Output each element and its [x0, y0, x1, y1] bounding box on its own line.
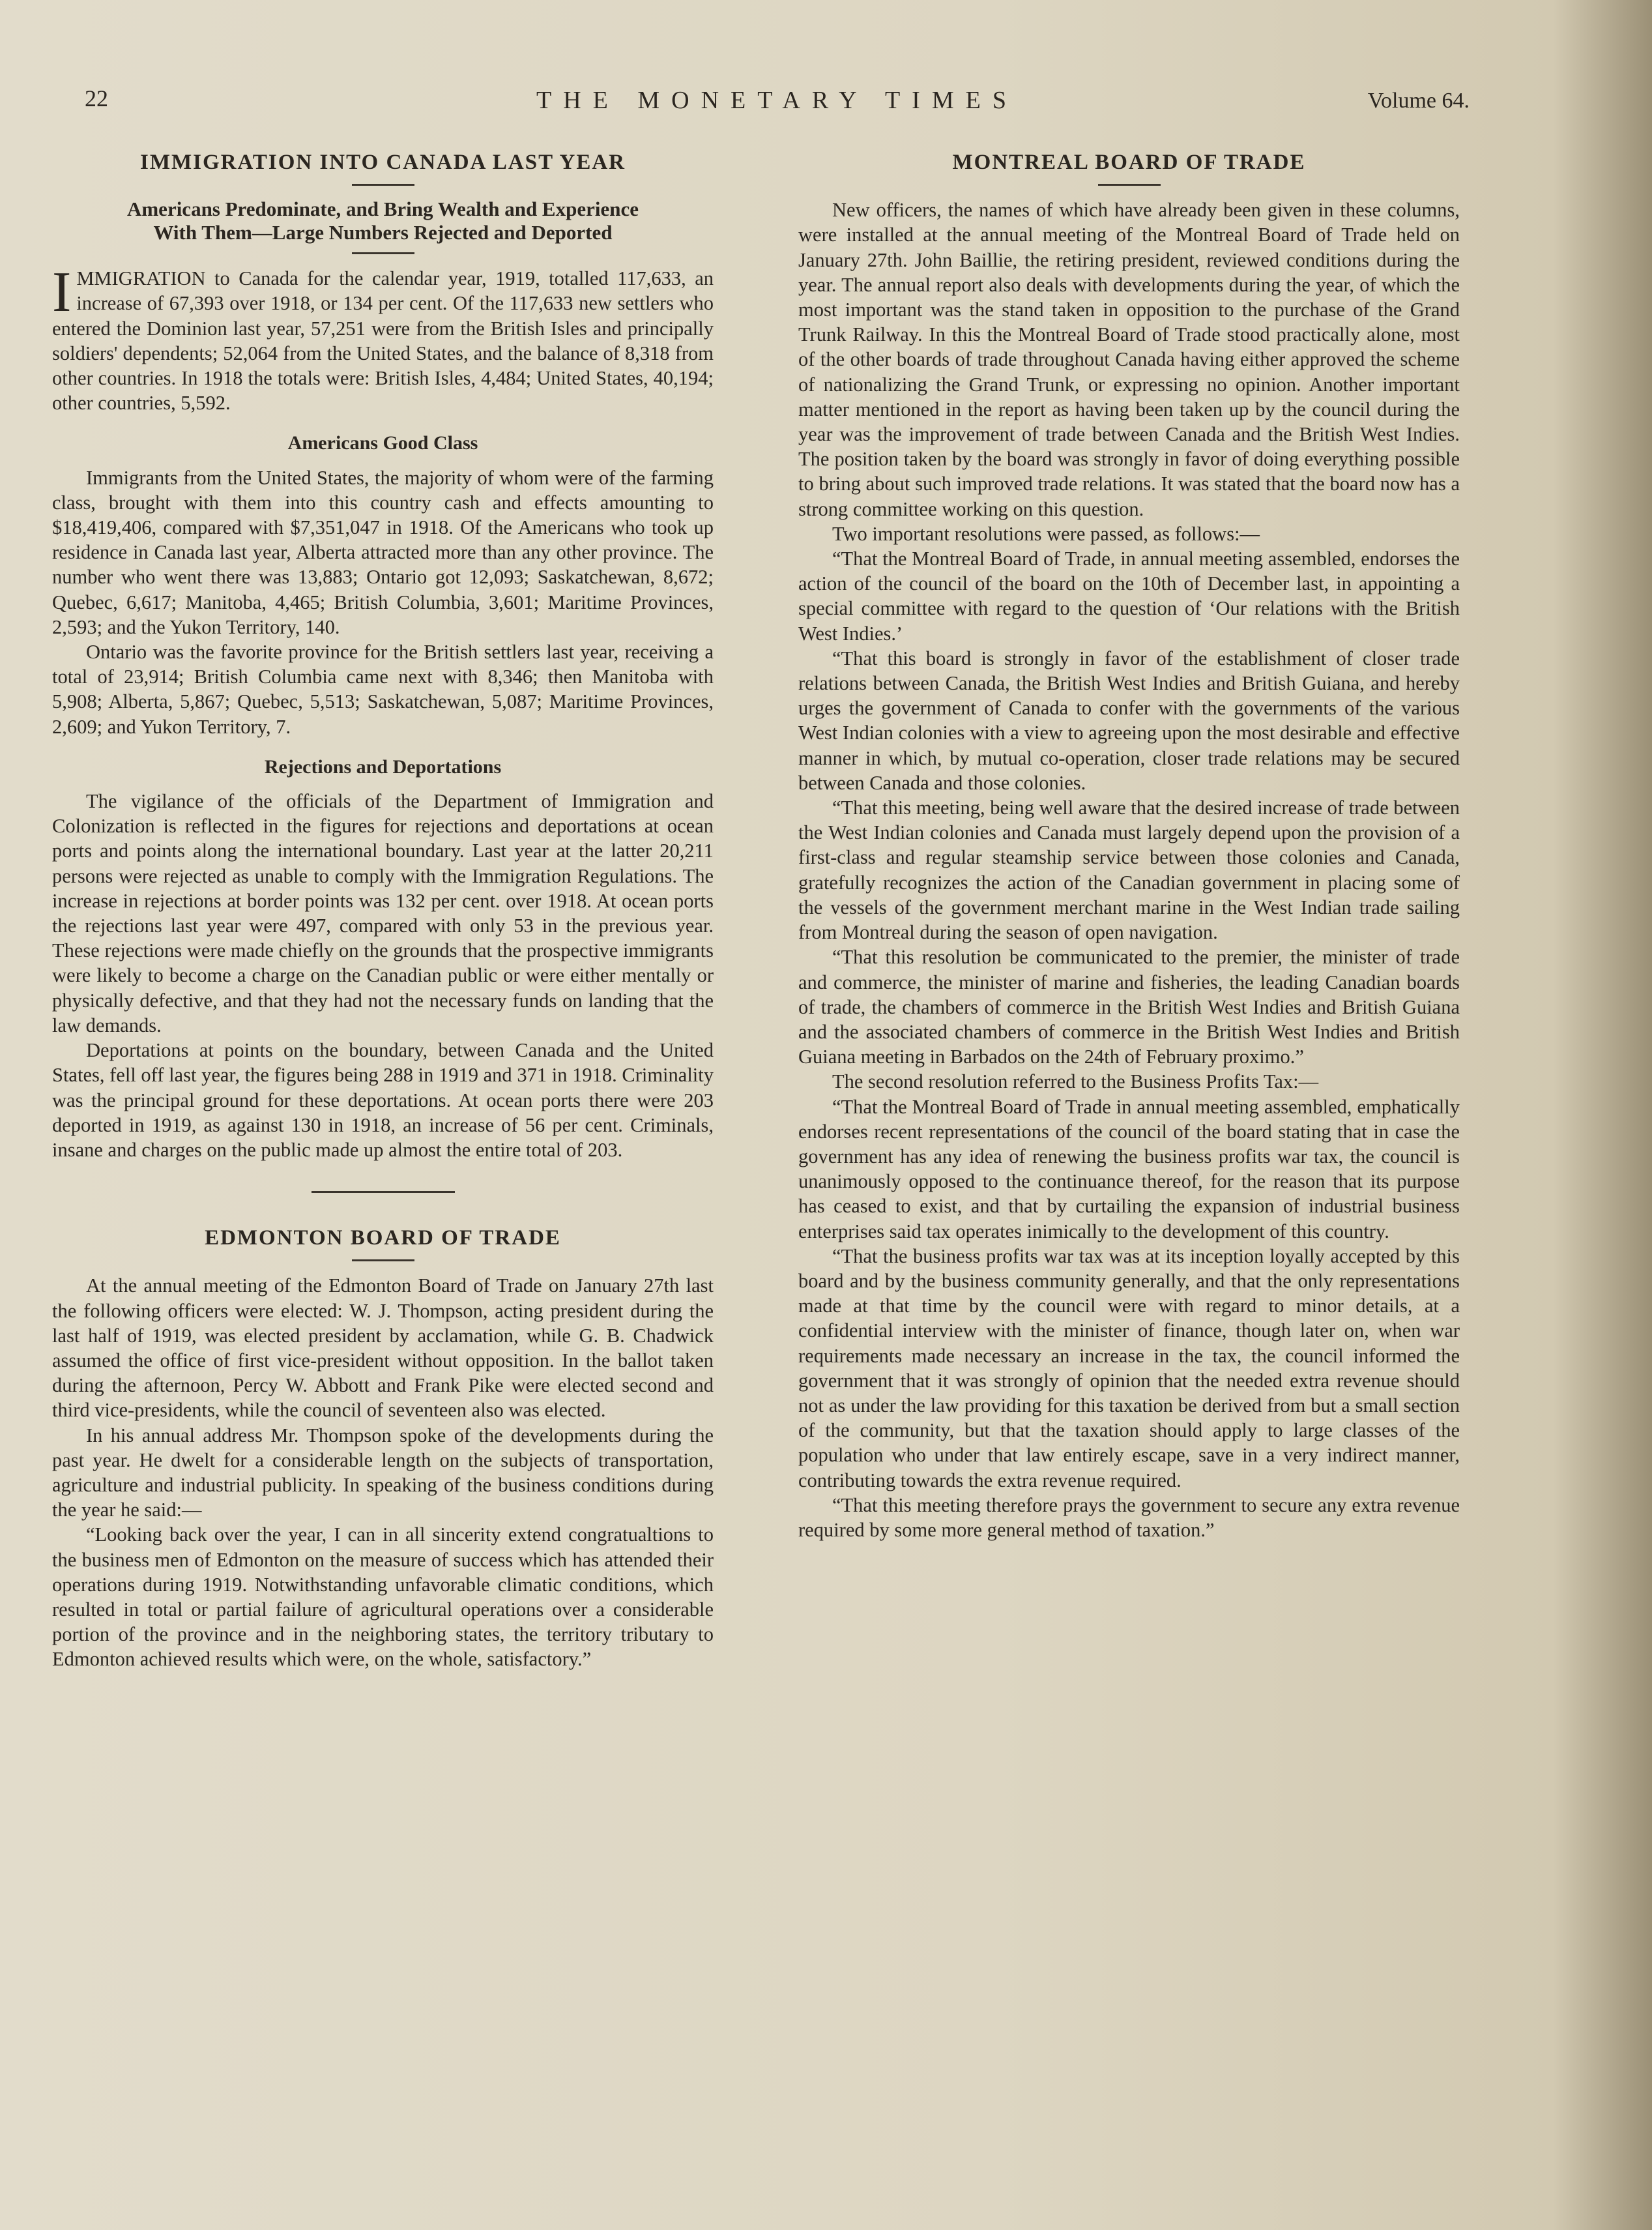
immigration-deck [52, 198, 714, 244]
subhead-rejections: Rejections and Deportations [264, 756, 502, 778]
edmonton-title: EDMONTON BOARD OF TRADE [205, 1226, 561, 1250]
paragraph: “That this board is strongly in favor of the establishment of closer trade relations between Canada, the British West Indies and British Guiana, and hereby urges the government of Canada to confer with the governments of the various West Indian colonies with a view to agreeing upon the most desirable and effective manner in which, by mutual co-operation, closer trade relations may be secured between Canada and those colonies. [798, 647, 1460, 794]
paragraph: “That this meeting therefore prays the government to secure any extra revenue required by some more general method of taxation.” [798, 1493, 1460, 1541]
montreal-article [798, 150, 1460, 1542]
drop-cap: I [52, 261, 72, 325]
title-rule [1098, 184, 1161, 186]
deck-line-1: Americans Predominate, and Bring Wealth and Experience [126, 198, 639, 221]
paragraph: Deportations at points on the boundary, between Canada and the United States, fell off last year, the figures being 288 in 1919 and 371 in 1918. Criminality was the principal ground for these deportations. At ocean ports there were 203 deported in 1919, as against 130 in 1918, an increase of 56 per cent. Criminals, insane and charges on the public made up almost the entire total of 203. [52, 1039, 714, 1161]
montreal-title: MONTREAL BOARD OF TRADE [952, 151, 1306, 174]
paragraph: “That this meeting, being well aware that the desired increase of trade between the West Indian colonies and Canada must largely depend upon the provision of a first-class and regular steamship service between those colonies and Canada, gratefully recognizes the action of the Canadian government in placing some of the vessels of the government merchant marine in the West Indian trade sailing from Montreal during the season of open navigation. [798, 797, 1460, 944]
volume-label: Volume 64. [1367, 89, 1470, 113]
paragraph: The vigilance of the officials of the Department of Immigration and Colonization is reflected in the figures for rejections and deportations at ocean ports and points along the international boundary. Last year at the latter 20,211 persons were rejected as unable to comply with the Immigration Regulations. The increase in rejections at border points was 132 per cent. over 1918. At ocean ports the rejections last year were 497, compared with only 53 in the previous year. These rejections were made chiefly on the grounds that the prospective immigrants were likely to become a charge on the Canadian public or were either mentally or physically defective, and that they had not the necessary funds on landing that the law demands. [52, 790, 714, 1036]
paragraph: New officers, the names of which have already been given in these columns, were installed at the annual meeting of the Montreal Board of Trade held on January 27th. John Baillie, the retiring president, reviewed conditions during the year. The annual report also deals with developments during the year, of which the most important was the stand taken in opposition to the purchase of the Grand Trunk Railway. In this the Montreal Board of Trade stood practically alone, most of the other boards of trade throughout Canada having either approved the scheme of nationalizing the Grand Trunk, or expressing no opinion. Another important matter mentioned in the report as having been taken up by the council during the year was the improvement of trade between Canada and the British West Indies. The position taken by the board was strongly in favor of doing everything possible to bring about such improved trade relations. It was stated that the board now has a strong committee working on this question. [798, 199, 1460, 520]
paragraph: “That this resolution be communicated to the premier, the minister of trade and commerce, the minister of marine and fisheries, the leading Canadian boards of trade, the chambers of commerce in the British West Indies and British Guiana and the associated chambers of commerce in the British West Indies and British Guiana meeting in Barbados on the 24th of February proximo.” [798, 946, 1460, 1068]
paragraph: “That the Montreal Board of Trade, in annual meeting assembled, endorses the action of the council of the board on the 10th of December last, in appointing a special committee with regard to the question of ‘Our relations with the British West Indies.’ [798, 548, 1460, 645]
paragraph: “That the Montreal Board of Trade in annual meeting assembled, emphatically endorses recent representations of the council of the board stating that in case the government has any idea of renewing the business profits war tax, the council is unanimously opposed to the continuance thereof, for the reason that its purpose has ceased to exist, and that by curtailing the expansion of industrial business enterprises said tax operates inimically to the development of this country. [798, 1095, 1460, 1242]
edmonton-article [52, 1225, 714, 1671]
paragraph: At the annual meeting of the Edmonton Board of Trade on January 27th last the following officers were elected: W. J. Thompson, acting president during the last half of 1919, was elected president by acclamation, while G. B. Chadwick assumed the office of first vice-president without opposition. In the ballot taken during the afternoon, Percy W. Abbott and Frank Pike were elected second and third vice-presidents, while the council of seventeen also was elected. [52, 1274, 714, 1422]
paragraph: “That the business profits war tax was at its inception loyally accepted by this board and by the business community generally, and that the only representations made at that time by the council were with regard to minor details, at a confidential interview with the minister of finance, though later on, when war requirements made necessary an increase in the tax, the council informed the government that it was strongly of opinion that the needed extra revenue should not as under the law providing for this taxation be derived from but a small section of the community, but that the taxation should apply to large classes of the population who under that law entirely escape, save in a very indirect manner, contributing towards the extra revenue required. [798, 1244, 1460, 1491]
immigration-intro [52, 261, 714, 415]
paragraph: Immigrants from the United States, the majority of whom were of the farming class, brought with them into this country cash and effects amounting to $18,419,406, compared with $7,351,047 in 1918. Of the Americans who took up residence in Canada last year, Alberta attracted more than any other province. The number who went there was 13,883; Ontario got 12,093; Saskatchewan, 8,672; Quebec, 6,617; Manitoba, 4,465; British Columbia, 3,601; Maritime Provinces, 2,593; and the Yukon Territory, 140. [52, 466, 714, 638]
immigration-title: IMMIGRATION INTO CANADA LAST YEAR [139, 151, 626, 174]
deck-line-2: With Them—Large Numbers Rejected and Deported [153, 221, 613, 244]
page-number: 22 [85, 85, 108, 111]
section-divider [312, 1191, 455, 1193]
paragraph: The second resolution referred to the Business Profits Tax:— [832, 1070, 1319, 1093]
paragraph: “Looking back over the year, I can in all sincerity extend congratualtions to the business men of Edmonton on the measure of success which has attended their operations during 1919. Notwithstanding unfavorable climatic conditions, which resulted in total or partial failure of agricultural operations over a considerable portion of the province and in the neighboring states, the territory tributary to Edmonton achieved results which were, on the whole, satisfactory.” [52, 1523, 714, 1671]
paragraph: Ontario was the favorite province for the British settlers last year, receiving a total of 23,914; British Columbia came next with 8,346; then Manitoba with 5,908; Alberta, 5,867; Quebec, 5,513; Saskatchewan, 5,087; Maritime Provinces, 2,609; and Yukon Territory, 7. [52, 641, 714, 738]
title-rule [352, 1259, 414, 1261]
immigration-article [52, 150, 714, 1162]
intro-text: MMIGRATION to Canada for the calendar year, 1919, totalled 117,633, an increase of 67,393 over 1918, or 134 per cent. Of the 117,633 new settlers who entered the Dominion last year, 57,251 were from the British Isles and principally soldiers' dependents; 52,064 from the United States, and the balance of 8,318 from other countries. In 1918 the totals were: British Isles, 4,484; United States, 40,194; other countries, 5,592. [52, 267, 714, 415]
subhead-americans: Americans Good Class [287, 432, 478, 454]
paragraph: Two important resolutions were passed, as follows:— [832, 522, 1260, 545]
title-rule [352, 184, 414, 186]
publication-title: THE MONETARY TIMES [536, 87, 1018, 114]
deck-rule [352, 252, 414, 254]
page-header [78, 85, 1476, 130]
left-column [52, 150, 714, 1672]
right-column [798, 150, 1460, 1542]
paragraph: In his annual address Mr. Thompson spoke of the developments during the past year. He dwelt for a considerable length on the subjects of transportation, agriculture and industrial publicity. In speaking of the business conditions during the year he said:— [52, 1424, 714, 1521]
